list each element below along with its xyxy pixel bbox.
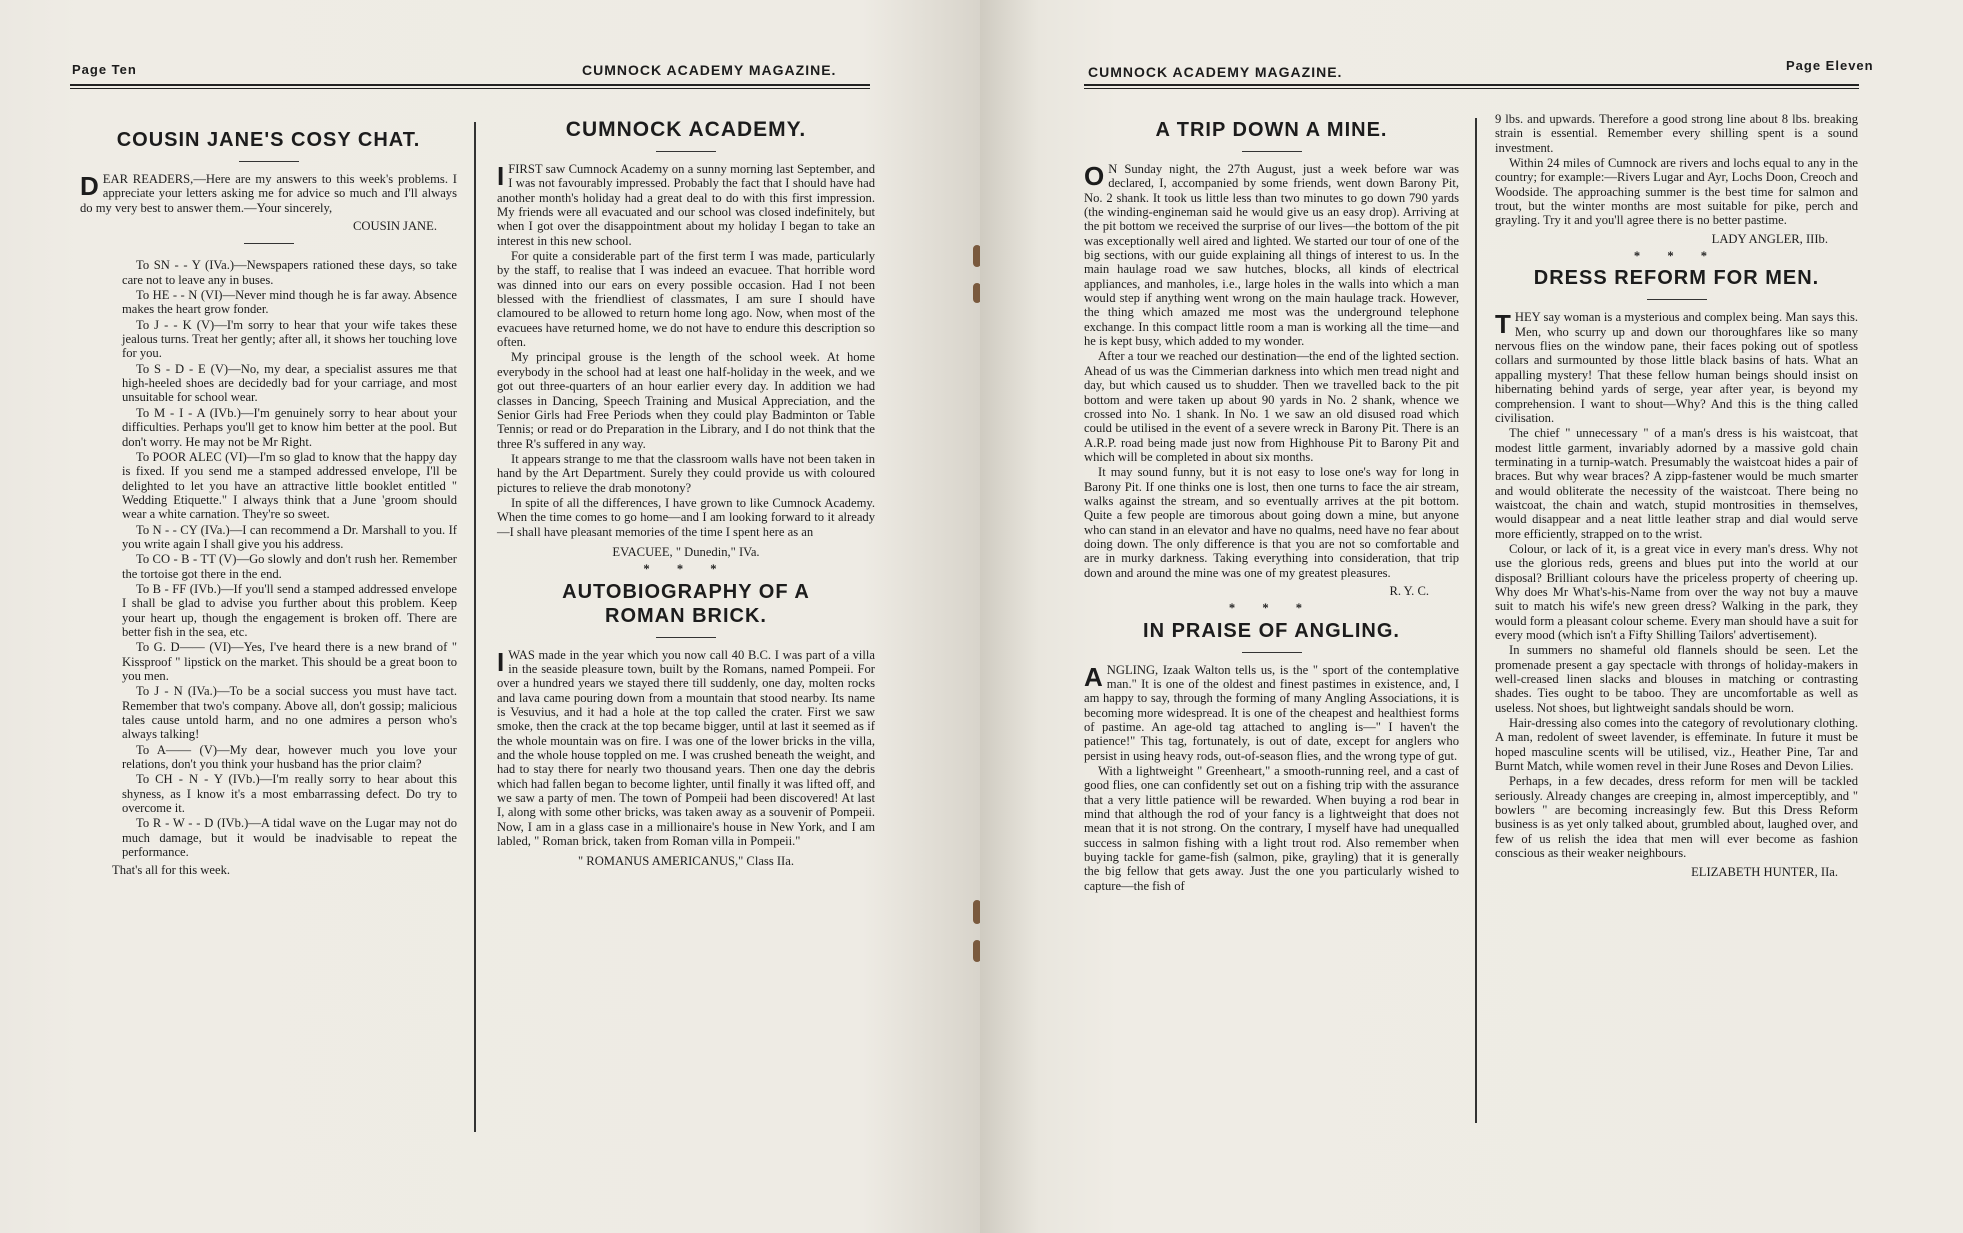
- dress-title: DRESS REFORM FOR MEN.: [1533, 267, 1820, 290]
- advice-answer: —Go slowly and don't rush her. Remember the tortoise got there in the end.: [122, 552, 458, 581]
- title-rule: [656, 151, 716, 152]
- paragraph: [1084, 162, 1459, 348]
- advice-recipient: To CH - N - Y (IVb.): [136, 772, 260, 787]
- dress-column: [1495, 112, 1858, 881]
- paragraph-text: The chief " unnecessary " of a man's dress is his waistcoat, that modest little garment, invariably adorned by a massive gold chain terminating in a turnip-watch. Presumably the waistcoat hides a pair of braces. But why wear braces? A zipp-fastener would be much smarter and would obliterate the necessity of the waistcoat. There being no waistcoat, the chain and watch, stupid montrosities in themselves, would disappear and a neat little leather strap and dial would serve more efficiently, strapped on to the wrist.: [1495, 426, 1858, 541]
- cosy-chat-title: COUSIN JANE'S COSY CHAT.: [116, 129, 421, 151]
- header-rule: [70, 84, 870, 89]
- paragraph: [1084, 349, 1459, 464]
- paragraph: [1495, 716, 1858, 773]
- advice-item: [80, 362, 457, 405]
- advice-item: [80, 450, 457, 522]
- angling-continued: [1495, 112, 1858, 228]
- paragraph: [1495, 156, 1858, 228]
- paragraph: [497, 452, 875, 495]
- page-number: Page Ten: [72, 62, 137, 77]
- paragraph-text: NGLING, Izaak Walton tells us, is the " sport of the contemplative man." It is one of the oldest and finest pastimes in existence, and, I am happy to say, through the forming of many Angling Associations, it is becoming more widespread. It is one of the cheapest and healthiest forms of pastime. An age-old tag attached to angling is—" I haven't the patience!" This tag, fortunately, is out of date, except for anglers who persist in using heavy rods, out-of-season flies, and the wrong type of gut.: [1084, 662, 1459, 763]
- title-rule: [1242, 151, 1302, 152]
- paragraph-text: In summers no shameful old flannels should be seen. Let the promenade present a gay spectacle with throngs of holiday-makers in well-creased linen slacks and blouses in matching or contrasting shades. Ties ought to be taboo. They are uncomfortable as well as useless. Not shoes, but lightweight sandals should be worn.: [1495, 643, 1858, 715]
- advice-recipient: To J - N (IVa.): [136, 684, 217, 699]
- advice-item: [80, 318, 457, 361]
- header-rule: [1084, 84, 1859, 89]
- paragraph-text: Hair-dressing also comes into the category of revolutionary clothing. A man, redolent of sweet lavender, is effeminate. In future it must be hoped masculine scents will be utilised, viz., Heather Pine, Tar and Burnt Match, while women revel in their June Roses and Devon Lilies.: [1495, 716, 1858, 774]
- drop-cap: I: [497, 161, 505, 191]
- academy-title: CUMNOCK ACADEMY.: [565, 118, 807, 141]
- paragraph-text: For quite a considerable part of the first term I was made, particularly by the staff, to realise that I was indeed an evacuee. That horrible word was dinned into our ears on every possible occasion. Had I not been blessed with the friendliest of classmates, I am sure I should have clamoured to be allowed to return home long ago. Now, when most of the evacuees have returned home, we do not have to endure this description so often.: [497, 249, 875, 350]
- advice-recipient: To M - I - A (IVb.): [136, 405, 241, 420]
- advice-answer: —I'm sorry to hear that your wife takes these jealous turns. Treat her gently; after all, it shows her touching love for you.: [122, 317, 457, 361]
- drop-cap: O: [1084, 161, 1105, 191]
- section-rule: [244, 243, 294, 244]
- staple-hole: [973, 245, 980, 267]
- mine-article: [1084, 162, 1459, 580]
- separator-stars: * * *: [1228, 601, 1315, 616]
- advice-recipient: To CO - B - TT (V): [136, 552, 237, 567]
- title-rule: [1647, 299, 1707, 300]
- advice-answer: —I'm genuinely sorry to hear about your difficulties. Perhaps you'll get to know him better at the pool. But don't worry. He may not be Mr Right.: [122, 405, 457, 449]
- paragraph-text: In spite of all the differences, I have grown to like Cumnock Academy. When the time comes to go home—and I am looking forward to it already—I shall have pleasant memories of the time I spent here as an: [497, 495, 875, 539]
- staple-hole: [973, 940, 980, 962]
- column-divider: [474, 122, 476, 1132]
- roman-brick-title-line1: AUTOBIOGRAPHY OF A: [562, 580, 810, 603]
- drop-cap: A: [1084, 661, 1103, 692]
- paragraph-text: It may sound funny, but it is not easy to lose one's way for long in Barony Pit. If one thinks one is lost, then one turns to face the air stream, walks against the stream, and so eventually arrives at the pit bottom. Quite a few people are timorous about going down a mine, but anyone who can stand in an elevator and have no qualms, need have no fear about doing down. The only difference is that you are not so comfortable and are in murky darkness. Taking everything into consideration, that trip down and around the mine was one of my greatest pleasures.: [1084, 465, 1459, 580]
- advice-item: [80, 684, 457, 741]
- academy-column: [497, 118, 875, 871]
- paragraph-text: N Sunday night, the 27th August, just a week before war was declared, I, accompanied by some friends, went down Barony Pit, No. 2 shank. It took us little less than two minutes to go down 790 yards (the winding-engineman said he would give us an easy drop). Arriving at the pit bottom we received the surprise of our lives—the bottom of the pit was exceptionally well aired and lighted. We started our tour of one of the big sections, with our guide explaining all things of interest to us. In the main haulage road we saw hutches, blocks, all kinds of electrical appliances, and manholes, i.e., large holes in the walls into which a man would step if anything went wrong on the main haulage track. However, the thing which amazed me most was the underground telephone exchange. In this compact little room a man is working all the time—and he is kept busy, which added to my wonder.: [1084, 162, 1459, 349]
- right-page: [980, 0, 1963, 1233]
- advice-answer: —I can recommend a Dr. Marshall to you. If you write again I shall give you his address.: [122, 522, 457, 551]
- running-head: CUMNOCK ACADEMY MAGAZINE.: [582, 62, 837, 78]
- advice-item: [80, 523, 457, 552]
- paragraph: [1495, 643, 1858, 715]
- paragraph-text: Colour, or lack of it, is a great vice in every man's dress. Why not use the glorious reds, greens and blues put into the world at our disposal? Brilliant colours have the priceless property of cheering up. Why does Mr What's-his-Name from over the way not buy a mauve suit to match his wife's new green dress? Walking in the park, they would form a pleasant colour scheme. Every man should have a suit for every mood (which isn't a Fifty Shilling Tailors' advertisement).: [1495, 541, 1858, 642]
- advice-recipient: To POOR ALEC (VI): [136, 449, 247, 464]
- advice-item: [80, 640, 457, 683]
- paragraph-text: With a lightweight " Greenheart," a smooth-running reel, and a cast of good flies, one can confidently set out on a fishing trip with the assurance that a very little patience will be rewarded. When buying a rod bear in mind that although the rod of your fancy is a lightweight that does not mean that it is not strong. On the contrary, I myself have had unequalled success in salmon fishing with a light trout rod. Also remember when buying tackle for game-fish (salmon, pike, grayling) that it is generally the big fellow that gets away. Just the one you particularly wished to capture—the fish of: [1084, 764, 1459, 893]
- separator-stars: * * *: [1633, 249, 1720, 264]
- paragraph-text: After a tour we reached our destination—the end of the lighted section. Ahead of us was the Cimmerian darkness into which men tread night and day, but which caused us to shudder. Then we travelled back to the pit bottom and were taken up about 90 yards in No. 2 shank, whence we crossed into No. 1 shank. In No. 1 we saw an old disused road which could be utilised in the event of a severe wreck in Barony Pit. There is an A.R.P. road being made just now from Highhouse Pit to Barony Pit and which will be completed in about six months.: [1084, 349, 1459, 464]
- paragraph: [497, 249, 875, 349]
- advice-item: [80, 582, 457, 639]
- title-rule: [1242, 652, 1302, 653]
- academy-article: [497, 162, 875, 539]
- advice-answer: —Yes, I've heard there is a new brand of " Kissproof " lipstick on the market. This should be a great boon to you men.: [122, 640, 457, 683]
- mine-column: [1084, 118, 1459, 894]
- advice-item: [80, 743, 457, 772]
- paragraph-text: Within 24 miles of Cumnock are rivers and lochs equal to any in the country; for example:—Rivers Lugar and Ayr, Lochs Doon, Creoch and Woodside. The approaching summer is the best time for salmon and trout, but the winter months are most suitable for pike, perch and grayling. Try it and you'll agree there is no better pastime.: [1495, 156, 1858, 228]
- paragraph: [1084, 465, 1459, 580]
- dress-signature: ELIZABETH HUNTER, IIa.: [1691, 864, 1838, 879]
- advice-item: [80, 258, 457, 287]
- advice-item: [80, 552, 457, 581]
- advice-item: [80, 288, 457, 317]
- dress-article: [1495, 310, 1858, 860]
- paragraph: [497, 496, 875, 539]
- separator-stars: * * *: [643, 562, 729, 577]
- advice-recipient: To S - D - E (V): [136, 361, 229, 376]
- left-page: [0, 0, 980, 1233]
- paragraph-text: FIRST saw Cumnock Academy on a sunny morning last September, and I was not favourably impressed. Probably the fact that I should have had another month's holiday had a great deal to do with this first impression. My friends were all evacuated and our school was closed indefinitely, but when I got over the disappointment about my holiday I began to take an interest in this new school.: [497, 162, 875, 248]
- advice-item: [80, 406, 457, 449]
- paragraph-text: HEY say woman is a mysterious and complex being. Man says this. Men, who scurry up and down our thoroughfares like so many nervous flies on the window pane, their faces poking out of spotless collars and surmounted by those little black basins of hats. What an appalling mystery! That these fellow human beings should insist on hibernating behind yards of serge, year after year, is beyond my comprehension. I want to shout—Why? And this is the thing called civilisation.: [1495, 310, 1858, 425]
- advice-recipient: To J - - K (V): [136, 317, 215, 332]
- paragraph: [1495, 426, 1858, 541]
- drop-cap: T: [1495, 309, 1511, 340]
- staple-hole: [973, 283, 980, 303]
- advice-answer: —My dear, however much you love your relations, don't you think your husband has the prior claim?: [122, 742, 457, 772]
- advice-recipient: To A—— (V): [136, 742, 218, 757]
- mine-signature: R. Y. C.: [1389, 583, 1429, 598]
- advice-answer: —I'm really sorry to hear about this shyness, as I know it's a most embarrassing defect. Do try to overcome it.: [122, 772, 458, 816]
- paragraph-text: It appears strange to me that the classroom walls have not been taken in hand by the Art Department. Surely they could provide us with coloured pictures to relieve the drab monotony?: [497, 451, 875, 495]
- title-rule: [656, 637, 716, 638]
- angling-title: IN PRAISE OF ANGLING.: [1143, 619, 1400, 642]
- advice-recipient: To R - W - - D (IVb.): [136, 816, 249, 831]
- title-rule: [239, 161, 299, 162]
- paragraph: [497, 162, 875, 248]
- advice-recipient: To SN - - Y (IVa.): [136, 258, 235, 273]
- advice-answer: —Never mind though he is far away. Absence makes the heart grow fonder.: [122, 288, 457, 317]
- paragraph: [1084, 663, 1459, 763]
- staple-hole: [973, 900, 980, 924]
- paragraph: [1084, 764, 1459, 893]
- advice-answer: —No, my dear, a specialist assures me that high-heeled shoes are decidedly bad for your carriage, and most unsuitable for school wear.: [122, 361, 457, 405]
- advice-answer: —Newspapers rationed these days, so take care not to leave any in buses.: [122, 258, 457, 287]
- paragraph: [1495, 774, 1858, 860]
- angling-article: [1084, 663, 1459, 894]
- advice-item: [80, 816, 457, 859]
- roman-brick-signature: " ROMANUS AMERICANUS," Class IIa.: [578, 854, 794, 869]
- running-head: CUMNOCK ACADEMY MAGAZINE.: [1088, 64, 1343, 80]
- advice-recipient: To HE - - N (VI): [136, 288, 223, 303]
- advice-answer: —I'm so glad to know that the happy day is fixed. If you send me a stamped addressed envelope, I'll be delighted to let you have an attractive little booklet entitled " Wedding Etiquette." I always think that a June 'groom should wear a white carnation. They're so sweet.: [122, 449, 457, 522]
- cosy-chat-signature: COUSIN JANE.: [353, 219, 437, 234]
- advice-answer: —To be a social success you must have tact. Remember that two's company. Above all, don't gossip; malicious tales cause untold harm, and no one admires a person who's always talking!: [122, 684, 457, 742]
- mine-title: A TRIP DOWN A MINE.: [1155, 119, 1388, 141]
- academy-signature: EVACUEE, " Dunedin," IVa.: [612, 544, 760, 559]
- paragraph: [1495, 112, 1858, 155]
- roman-brick-title-line2: ROMAN BRICK.: [605, 604, 767, 627]
- paragraph: [497, 350, 875, 450]
- advice-recipient: To G. D—— (VI): [136, 640, 232, 655]
- advice-answer: —A tidal wave on the Lugar may not do much damage, but it would be inadvisable to repeat the performance.: [122, 816, 458, 860]
- cosy-chat-intro: DEAR READERS,—Here are my answers to this week's problems. I appreciate your letters asking me for advice so much and I'll always do my very best to answer them.—Your sincerely,: [80, 171, 457, 215]
- column-divider: [1475, 118, 1477, 1123]
- angling-signature: LADY ANGLER, IIIb.: [1711, 231, 1828, 246]
- advice-recipient: To N - - CY (IVa.): [136, 522, 230, 537]
- paragraph-text: My principal grouse is the length of the school week. At home everybody in the school had at least one half-holiday in the week, and we got out three-quarters of an hour earlier every day. In addition we had classes in Dancing, Speech Training and Musical Appreciation, and the Senior Girls had Free Periods when they could play Badminton or Table Tennis; or read or do Preparation in the Library, and I do not think that the three R's suffered in any way.: [497, 350, 875, 451]
- paragraph: [1495, 310, 1858, 425]
- roman-brick-text: I WAS made in the year which you now call 40 B.C. I was part of a villa in the seaside pleasure town, built by the Romans, named Pompeii. For over a hundred years we stayed there till suddenly, one day, molten rocks and lava came pouring down from a mountain that stood nearby. Its name is Vesuvius, and it had a hole at the top called the crater. First we saw smoke, then the crack at the top became bigger, until at last it seemed as if the whole mountain was on fire. I was one of the lower bricks in the villa, and the whole house toppled on me. I was crushed beneath the weight, and had to stay there for nearly two thousand years. Then one day the debris which had fallen began to become lighter, until finally it was lifted off, and we saw a party of men. The town of Pompeii had been discovered! At last I, along with some other bricks, was taken away as a souvenir of Pompeii. Now, I am in a glass case in a millionaire's house in New York, and I am labled, " Roman brick, taken from Roman villa in Pompeii.": [497, 646, 876, 849]
- advice-item: [80, 772, 457, 815]
- advice-answer: —If you'll send a stamped addressed envelope I shall be glad to advise you further about this problem. Keep your heart up, though the engagement is broken off. There are better fish in the sea, etc.: [122, 581, 457, 639]
- page-number: Page Eleven: [1786, 58, 1874, 73]
- paragraph-text: 9 lbs. and upwards. Therefore a good strong line about 8 lbs. breaking strain is essential. Remember every shilling spent is a sound investment.: [1495, 112, 1858, 155]
- advice-list: [80, 258, 457, 859]
- paragraph-text: Perhaps, in a few decades, dress reform for men will be tackled seriously. Already changes are creeping in, almost imperceptibly, and " bowlers " are becoming increasingly few. But this Dress Reform business is as yet only talked about, grumbled about, laughed over, and few of us relish the idea that men will ever become as fashion conscious as their weaker neighbours.: [1495, 774, 1858, 861]
- cosy-chat-column: [80, 128, 457, 879]
- cosy-chat-closing: That's all for this week.: [112, 863, 231, 878]
- advice-recipient: To B - FF (IVb.): [136, 581, 221, 596]
- paragraph: [1495, 542, 1858, 642]
